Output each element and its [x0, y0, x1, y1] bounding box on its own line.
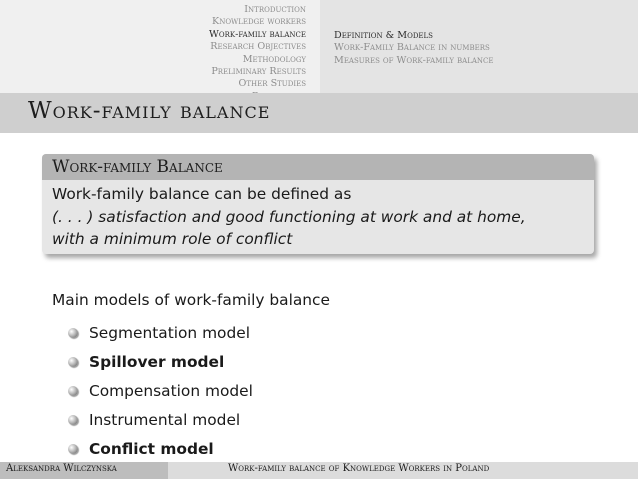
models-list	[68, 318, 253, 463]
footer-author: Aleksandra Wilczynska	[6, 463, 117, 474]
definition-text: Work-family balance can be defined as	[52, 185, 352, 203]
list-item	[68, 318, 253, 347]
frame-title: Work-family balance	[28, 98, 271, 124]
nav-section-introduction[interactable]: Introduction	[244, 4, 306, 15]
nav-section-preliminary-results[interactable]: Preliminary Results	[211, 66, 306, 78]
nav-subsection-definition-models[interactable]: Definition & Models	[334, 30, 433, 41]
bullet-icon	[68, 386, 78, 396]
model-label: Compensation model	[89, 381, 253, 400]
list-item	[68, 434, 253, 463]
subsection-navigation	[320, 0, 638, 93]
definition-block	[42, 154, 594, 254]
frame-title-bar	[0, 93, 638, 133]
nav-section-work-family-balance[interactable]: Work-family balance	[209, 28, 306, 40]
definition-quote-line-2: with a minimum role of conflict	[52, 230, 293, 248]
bullet-icon	[68, 328, 78, 338]
list-item	[68, 347, 253, 376]
nav-section-research-objectives[interactable]: Research Objectives	[210, 41, 306, 53]
footer-title-bar	[168, 462, 638, 479]
footer-author-bar	[0, 462, 168, 479]
list-item	[68, 405, 253, 434]
footer-title: Work-family balance of Knowledge Workers in Poland	[228, 463, 490, 474]
nav-subsection-balance-in-numbers[interactable]: Work-Family Balance in numbers	[334, 42, 490, 54]
model-label: Conflict model	[89, 439, 214, 458]
nav-section-other-studies[interactable]: Other Studies	[238, 78, 306, 90]
model-label: Instrumental model	[89, 410, 241, 429]
nav-section-methodology[interactable]: Methodology	[242, 53, 306, 65]
block-title: Work-family Balance	[42, 154, 594, 180]
section-navigation	[0, 0, 320, 93]
model-label: Segmentation model	[89, 323, 250, 342]
list-item	[68, 376, 253, 405]
nav-subsection-measures[interactable]: Measures of Work-family balance	[334, 54, 494, 66]
block-body	[42, 180, 594, 251]
bullet-icon	[68, 444, 78, 454]
definition-quote-line-1: (. . . ) satisfaction and good functioning at work and at home,	[52, 207, 526, 226]
nav-section-knowledge-workers[interactable]: Knowledge workers	[212, 16, 306, 28]
bullet-icon	[68, 357, 78, 367]
model-label: Spillover model	[89, 352, 225, 371]
bullet-icon	[68, 415, 78, 425]
models-intro: Main models of work-family balance	[52, 291, 330, 309]
